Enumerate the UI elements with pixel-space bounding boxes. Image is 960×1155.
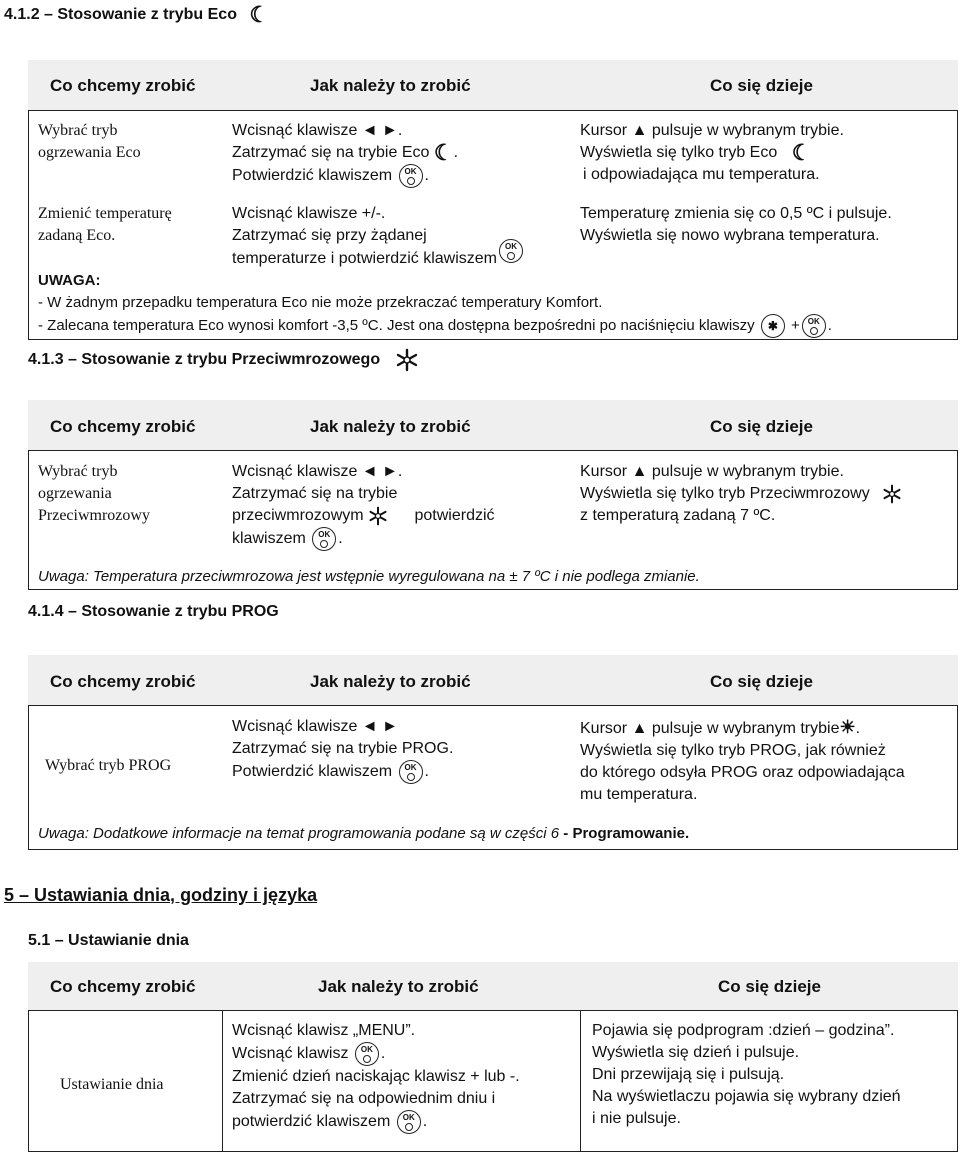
eco-r2-what: Zmienić temperaturę zadaną Eco. [38, 205, 172, 244]
eco-note: UWAGA: - W żadnym przepadku temperatura Eco nie może przekraczać temperatury Komfort. - Zalecana temperatura Eco wynosi komfort -3,5 ºC. Jest ona dostępna bezpośredni po naciśnięciu klawiszy ✱ + OK . [38, 270, 832, 338]
ok-button-icon: OK [312, 527, 336, 551]
eco-r1-result: Kursor ▲ pulsuje w wybranym trybie. Wyświetla się tylko tryb Eco ☾ i odpowiadająca mu temperatura. [580, 122, 844, 183]
header-what: Co chcemy zrobić [50, 76, 196, 95]
header-what: Co chcemy zrobić [50, 977, 196, 996]
frost-result: Kursor ▲ pulsuje w wybranym trybie. Wyświetla się tylko tryb Przeciwmrozowy z temperaturą zadaną 7 ºC. [580, 461, 902, 527]
eco-r1-how: Wcisnąć klawisze ◄ ►. Zatrzymać się na trybie Eco ☾. Potwierdzić klawiszem OK . [232, 120, 458, 188]
eco-r2-result: Temperaturę zmienia się co 0,5 ºC i pulsuje. Wyświetla się nowo wybrana temperatura. [580, 205, 892, 244]
day-result: Pojawia się podprogram :dzień – godzina”. Wyświetla się dzień i pulsuje. Dni przewijają się i pulsują. Na wyświetlaczu pojawia się wybrany dzień i nie pulsuje. [592, 1022, 901, 1127]
header-how: Jak należy to zrobić [310, 417, 471, 436]
eco-r2-how: Wcisnąć klawisze +/-. Zatrzymać się przy żądanej temperaturze i potwierdzić klawiszem OK [232, 203, 525, 271]
prog-what: Wybrać tryb PROG [45, 757, 172, 774]
sun-icon: ☀ [839, 717, 856, 737]
snowflake-icon [882, 484, 902, 504]
ok-button-icon: OK [355, 1042, 379, 1066]
ok-button-icon: OK [802, 314, 826, 338]
moon-icon: ☾ [791, 139, 812, 165]
frost-note: Uwaga: Temperatura przeciwmrozowa jest wstępnie wyregulowana na ± 7 ºC i nie podlega zmianie. [38, 568, 700, 585]
prog-how: Wcisnąć klawisze ◄ ► Zatrzymać się na trybie PROG. Potwierdzić klawiszem OK . [232, 716, 453, 784]
snowflake-icon [368, 506, 388, 526]
frost-how: Wcisnąć klawisze ◄ ►. Zatrzymać się na trybie przeciwmrozowym potwierdzić klawiszem OK . [232, 461, 495, 551]
ok-button-icon: OK [499, 239, 523, 263]
eco-r1-what: Wybrać tryb ogrzewania Eco [38, 122, 141, 161]
section-title-413: 4.1.3 – Stosowanie z trybu Przeciwmrozowego [28, 348, 419, 372]
header-how: Jak należy to zrobić [310, 76, 471, 95]
ok-button-icon: OK [399, 164, 423, 188]
day-how: Wcisnąć klawisz „MENU”. Wcisnąć klawisz OK . Zmienić dzień naciskając klawisz + lub -. Zatrzymać się na odpowiednim dniu i potwierdzić klawiszem OK . [232, 1020, 520, 1134]
day-what: Ustawianie dnia [60, 1076, 164, 1093]
section-title-51: 5.1 – Ustawianie dnia [28, 932, 189, 949]
section-title-414: 4.1.4 – Stosowanie z trybu PROG [28, 603, 279, 620]
snowflake-icon [395, 348, 419, 372]
col-divider [222, 1010, 223, 1152]
header-result: Co się dzieje [710, 76, 813, 95]
header-how: Jak należy to zrobić [310, 672, 471, 691]
header-result: Co się dzieje [718, 977, 821, 996]
chapter-title-5: 5 – Ustawiania dnia, godziny i języka [4, 885, 318, 905]
ok-button-icon: OK [397, 1110, 421, 1134]
comfort-key-icon: ✱ [761, 314, 785, 338]
prog-note: Uwaga: Dodatkowe informacje na temat programowania podane są w części 6 - Programowanie. [38, 825, 690, 842]
header-what: Co chcemy zrobić [50, 417, 196, 436]
moon-icon: ☾ [433, 139, 454, 165]
header-result: Co się dzieje [710, 417, 813, 436]
ok-button-icon: OK [399, 760, 423, 784]
frost-what: Wybrać tryb ogrzewania Przeciwmrozowy [38, 463, 150, 524]
moon-icon: ☾ [249, 2, 270, 27]
header-result: Co się dzieje [710, 672, 813, 691]
header-how: Jak należy to zrobić [318, 977, 479, 996]
prog-result: Kursor ▲ pulsuje w wybranym trybie☀. Wyświetla się tylko tryb PROG, jak również do którego odsyła PROG oraz odpowiadająca mu temperatura. [580, 717, 905, 803]
header-what: Co chcemy zrobić [50, 672, 196, 691]
col-divider [580, 1010, 581, 1152]
section-title-412: 4.1.2 – Stosowanie z trybu Eco ☾ [4, 2, 270, 27]
